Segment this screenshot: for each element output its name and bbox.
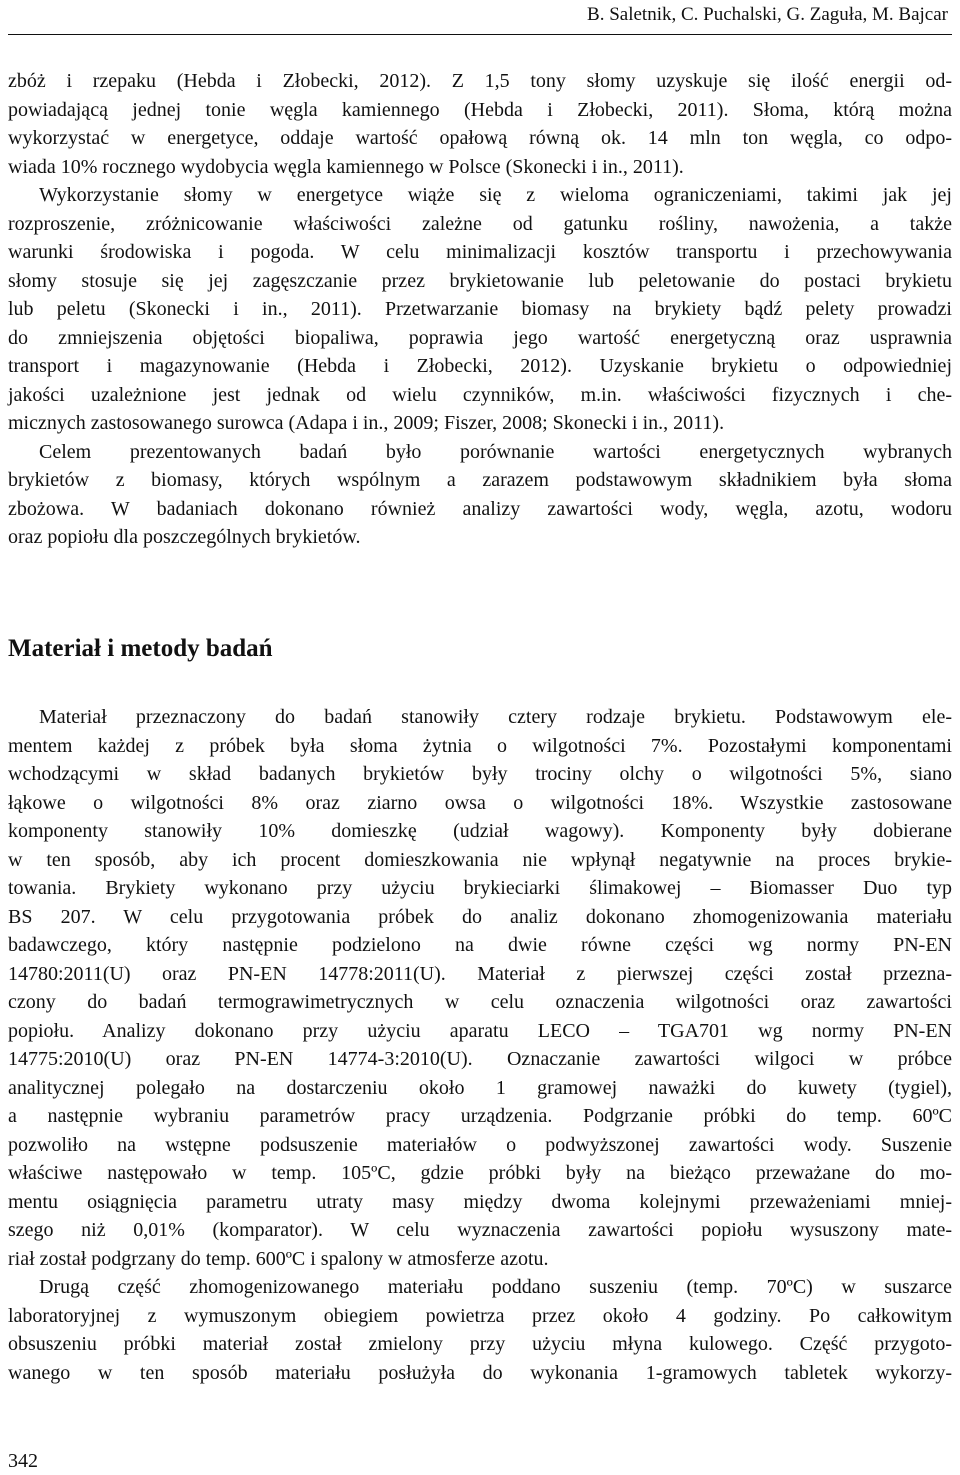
text-line: szego niż 0,01% (komparator). W celu wyznaczenia zawartości popiołu wysuszony mate- xyxy=(8,1219,952,1241)
text-line: popiołu. Analizy dokonano przy użyciu aparatu LECO – TGA701 wg normy PN-EN xyxy=(8,1019,952,1042)
text-line: warunki środowiska i pogoda. W celu minimalizacji kosztów transportu i przechowywania xyxy=(8,241,952,263)
text-line: a następnie wybraniu parametrów pracy urządzenia. Podgrzanie próbki do temp. 60ºC xyxy=(8,1105,952,1127)
text-line: oraz popiołu dla poszczególnych brykietów. xyxy=(8,526,361,548)
text-line: zbóż i rzepaku (Hebda i Złobecki, 2012). Z 1,5 tony słomy uzyskuje się ilość energii od- xyxy=(8,70,952,92)
text-line: mentu osiągnięcia parametru utraty masy między dwoma kolejnymi przeważeniami mniej- xyxy=(8,1190,952,1213)
text-line: lub peletu (Skonecki i in., 2011). Przetwarzanie biomasy na brykiety bądź pelety prowadzi xyxy=(8,298,952,320)
text-line: analitycznej polegało na dostarczeniu około 1 gramowej naważki do kuwety (tygiel), xyxy=(8,1076,952,1099)
text-line: do zmniejszenia objętości biopaliwa, poprawia jego wartość energetyczną oraz usprawnia xyxy=(8,326,952,349)
text-line: powiadającą jednej tonie węgla kamiennego (Hebda i Złobecki, 2011). Słoma, którą można xyxy=(8,98,952,121)
text-line: Wykorzystanie słomy w energetyce wiąże się z wieloma ograniczeniami, takimi jak jej xyxy=(39,184,952,206)
text-line: właściwe następowało w temp. 105ºC, gdzie próbki były na bieżąco przeważane do mo- xyxy=(8,1162,952,1184)
section-heading: Materiał i metody badań xyxy=(8,635,273,662)
text-line: badawczego, który następnie podzielono na dwie równe części wg normy PN-EN xyxy=(8,934,952,956)
text-line: słomy stosuje się jej zagęszczanie przez brykietowanie lub peletowanie do postaci brykietu xyxy=(8,269,952,292)
text-line: brykietów z biomasy, których wspólnym a zarazem podstawowym składnikiem była słoma xyxy=(8,469,952,491)
text-line: Materiał przeznaczony do badań stanowiły cztery rodzaje brykietu. Podstawowym ele- xyxy=(39,706,952,728)
running-header: B. Saletnik, C. Puchalski, G. Zaguła, M. Bajcar xyxy=(587,4,948,25)
text-line: wchodzącymi w skład badanych brykietów były trociny olchy o wilgotności 5%, siano xyxy=(8,763,952,785)
text-line: wykorzystać w energetyce, oddaje wartość opałową równą ok. 14 mln ton węgla, co odpo- xyxy=(8,127,952,149)
text-line: 14780:2011(U) oraz PN-EN 14778:2011(U). Materiał z pierwszej części został przezna- xyxy=(8,962,952,985)
text-line: transport i magazynowanie (Hebda i Złobecki, 2012). Uzyskanie brykietu o odpowiedniej xyxy=(8,355,952,377)
text-line: laboratoryjnej z wymuszonym obiegiem powietrza przez około 4 godziny. Po całkowitym xyxy=(8,1304,952,1327)
text-line: mentem każdej z próbek była słoma żytnia o wilgotności 7%. Pozostałymi komponentami xyxy=(8,734,952,757)
text-line: w ten sposób, aby ich procent domieszkowania nie wpłynął negatywnie na proces brykie- xyxy=(8,848,952,871)
text-line: riał został podgrzany do temp. 600ºC i spalony w atmosferze azotu. xyxy=(8,1247,549,1270)
intro-text xyxy=(8,67,952,552)
text-line: towania. Brykiety wykonano przy użyciu brykieciarki ślimakowej – Biomasser Duo typ xyxy=(8,877,952,899)
page-number: 342 xyxy=(8,1450,38,1472)
text-line: jakości uzależnione jest jednak od wielu czynników, m.in. właściwości fizycznych i che- xyxy=(8,383,952,406)
text-line: zbożowa. W badaniach dokonano również analizy zawartości wody, węgla, azotu, wodoru xyxy=(8,497,952,520)
text-line: czony do badań termograwimetrycznych w celu oznaczenia wilgotności oraz zawartości xyxy=(8,991,952,1013)
text-line: 14775:2010(U) oraz PN-EN 14774-3:2010(U). Oznaczanie zawartości wilgoci w próbce xyxy=(8,1048,952,1070)
text-line: wanego w ten sposób materiału posłużyła do wykonania 1-gramowych tabletek wykorzy- xyxy=(8,1361,952,1384)
text-line: wiada 10% rocznego wydobycia węgla kamiennego w Polsce (Skonecki i in., 2011). xyxy=(8,155,684,178)
text-line: Celem prezentowanych badań było porównanie wartości energetycznych wybranych xyxy=(39,440,952,463)
text-line: pozwoliło na wstępne podsuszenie materiałów o podwyższonej zawartości wody. Suszenie xyxy=(8,1133,952,1156)
text-line: obsuszeniu próbki materiał został zmielony przy użyciu młyna kulowego. Część przygoto- xyxy=(8,1333,952,1355)
text-line: komponenty stanowiły 10% domieszkę (udział wagowy). Komponenty były dobierane xyxy=(8,820,952,842)
text-line: Drugą część zhomogenizowanego materiału poddano suszeniu (temp. 70ºC) w suszarce xyxy=(39,1276,952,1298)
header-rule xyxy=(8,34,952,35)
text-line: micznych zastosowanego surowca (Adapa i in., 2009; Fiszer, 2008; Skonecki i in., 2011). xyxy=(8,412,725,434)
text-line: BS 207. W celu przygotowania próbek do analiz dokonano zhomogenizowania materiału xyxy=(8,905,952,928)
text-line: rozproszenie, zróżnicowanie właściwości zależne od gatunku rośliny, nawożenia, a także xyxy=(8,212,952,235)
methods-text xyxy=(8,703,952,1387)
text-line: łąkowe o wilgotności 8% oraz ziarno owsa o wilgotności 18%. Wszystkie zastosowane xyxy=(8,791,952,814)
